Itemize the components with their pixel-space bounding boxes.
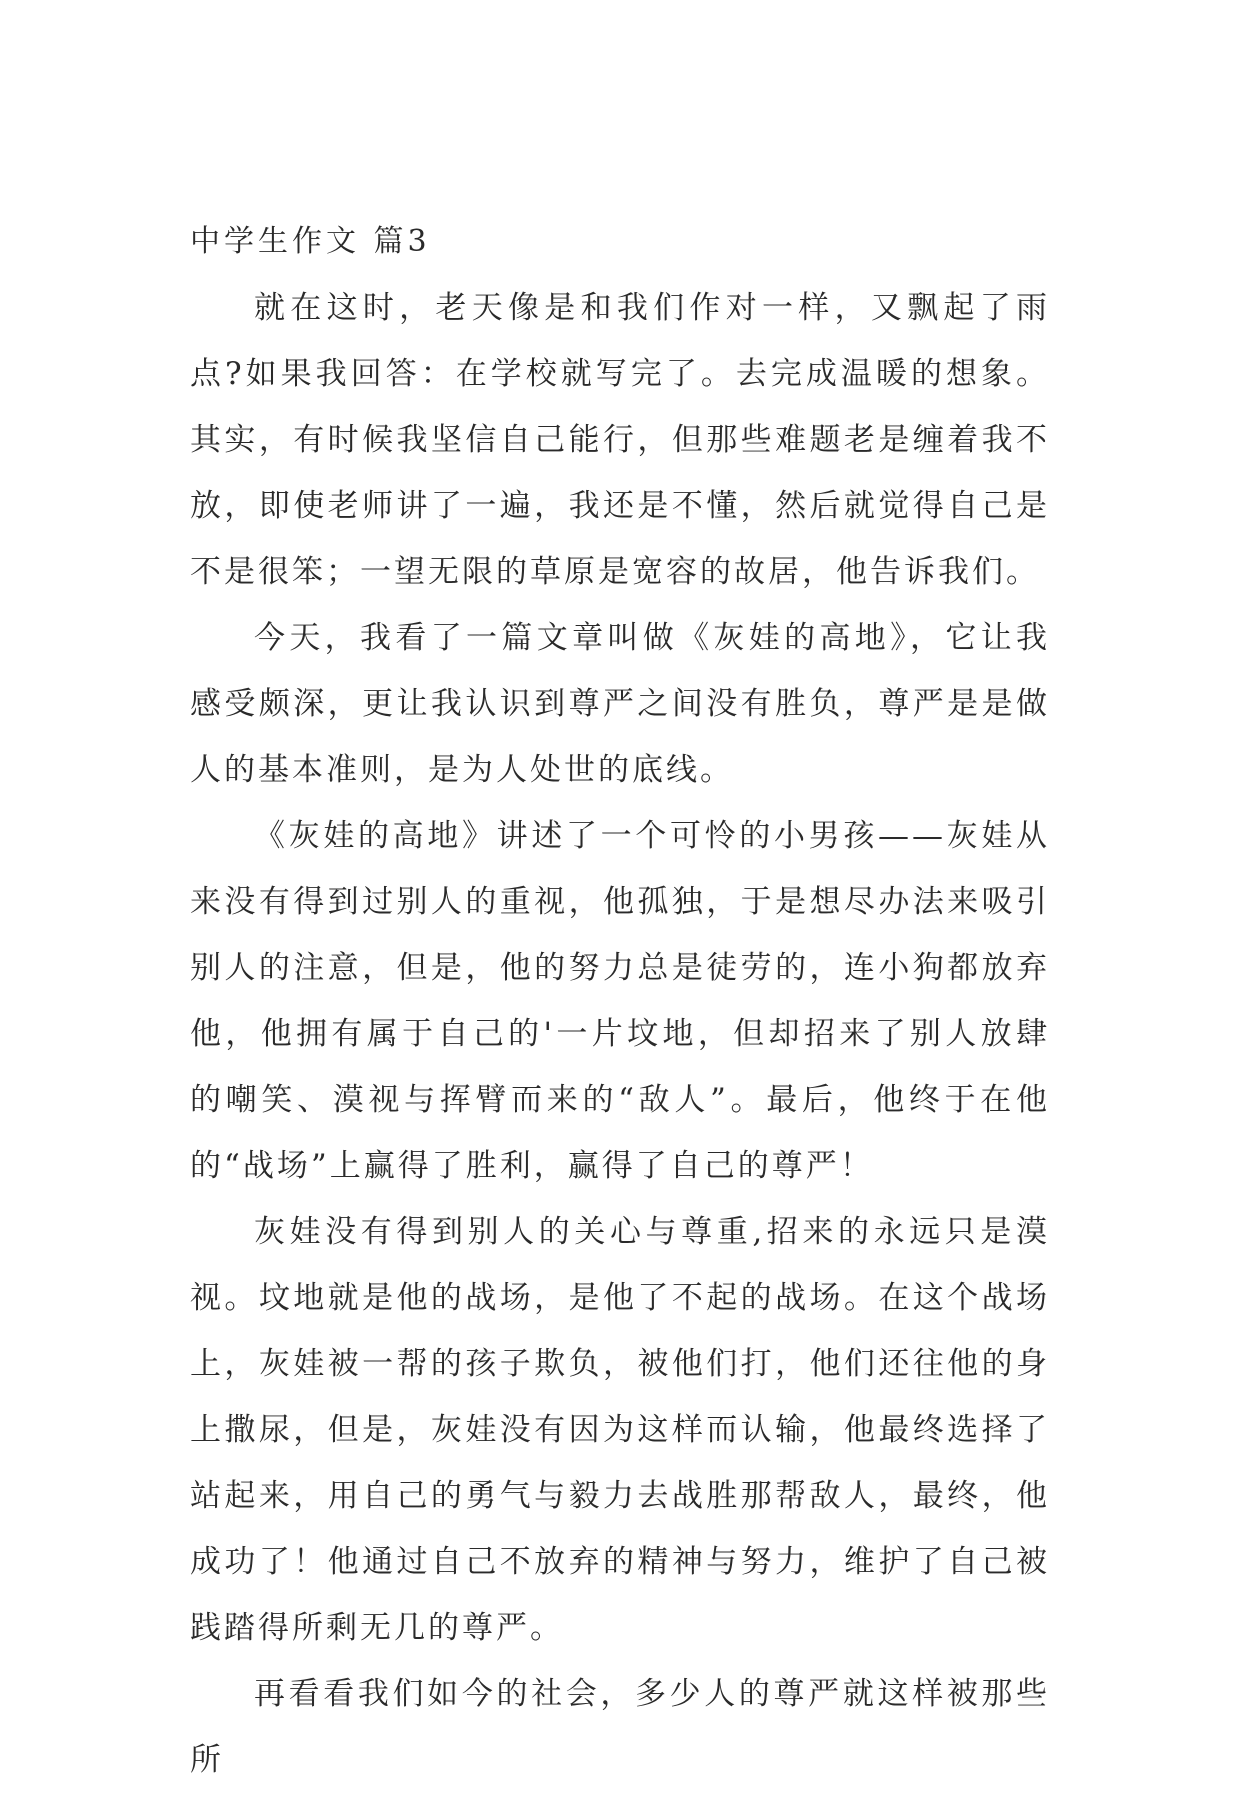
paragraph-5: 再看看我们如今的社会，多少人的尊严就这样被那些所 (190, 1676, 1050, 1778)
paragraph-1: 就在这时，老天像是和我们作对一样，又飘起了雨点?如果我回答：在学校就写完了。去完成温暖的想象。其实，有时候我坚信自己能行，但那些难题老是缠着我不放，即使老师讲了一遍，我还是不懂，然后就觉得自己是不是很笨；一望无限的草原是宽容的故居，他告诉我们。 (190, 290, 1050, 590)
essay-heading: 中学生作文 篇3 (190, 224, 431, 259)
document-body (190, 215, 1050, 1793)
paragraph-4: 灰娃没有得到别人的关心与尊重,招来的永远只是漠视。坟地就是他的战场，是他了不起的战场。在这个战场上，灰娃被一帮的孩子欺负，被他们打，他们还往他的身上撒尿，但是，灰娃没有因为这样而认输，他最终选择了站起来，用自己的勇气与毅力去战胜那帮敌人，最终，他成功了！他通过自己不放弃的精神与努力，维护了自己被践踏得所剩无几的尊严。 (190, 1214, 1050, 1646)
paragraph-2: 今天，我看了一篇文章叫做《灰娃的高地》，它让我感受颇深，更让我认识到尊严之间没有胜负，尊严是是做人的基本准则，是为人处世的底线。 (190, 620, 1050, 788)
paragraph-3: 《灰娃的高地》讲述了一个可怜的小男孩——灰娃从来没有得到过别人的重视，他孤独，于是想尽办法来吸引别人的注意，但是，他的努力总是徒劳的，连小狗都放弃他，他拥有属于自己的'一片坟地，但却招来了别人放肆的嘲笑、漠视与挥臂而来的“敌人”。最后，他终于在他的“战场”上赢得了胜利，赢得了自己的尊严！ (190, 818, 1050, 1184)
